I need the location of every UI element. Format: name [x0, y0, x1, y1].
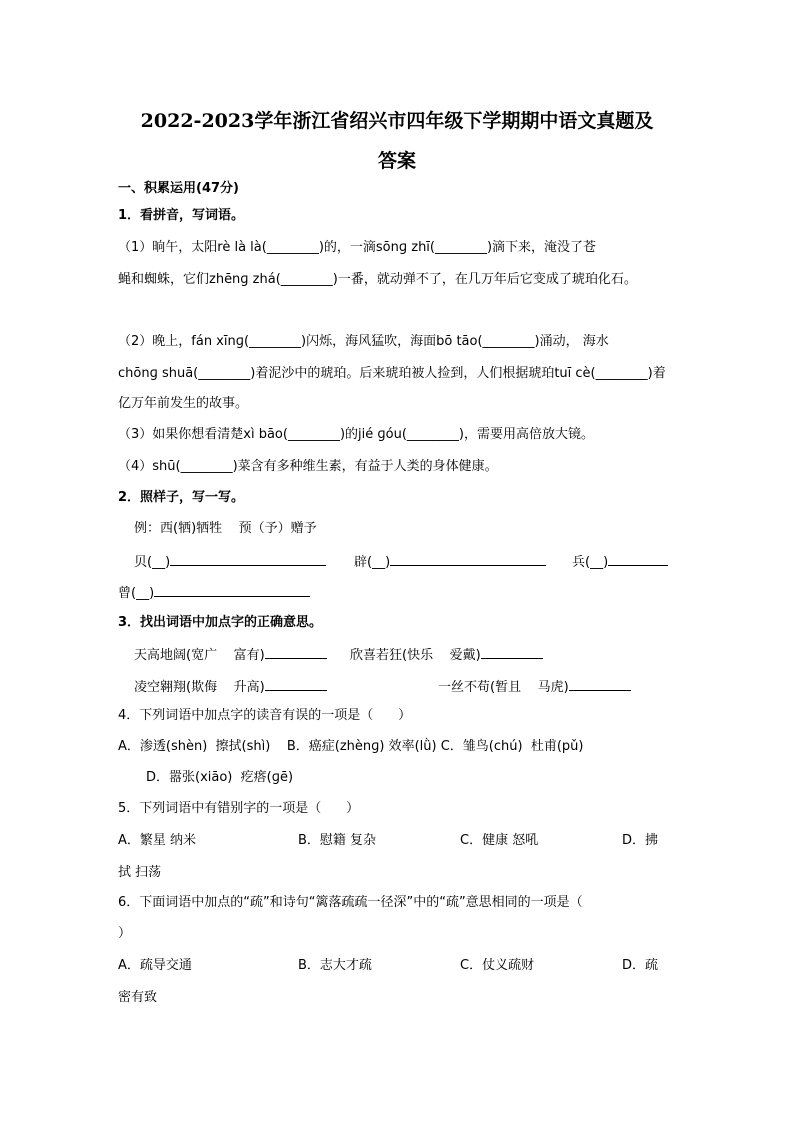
q3-item: [350, 645, 543, 665]
answer-blank[interactable]: [569, 677, 631, 691]
q3-item-label: 欣喜若狂(快乐 爱戴): [350, 648, 481, 663]
q5-option: C．健康 怒吼: [460, 833, 539, 848]
q1-line: （1）晌午，太阳rè là là(________)的，一滴sōnɡ zhī(________)滴下来，淹没了苍: [118, 240, 597, 255]
q1-line: 蝇和蜘蛛，它们zhēnɡ zhá(________)一番，就动弹不了，在几万年后它变成了琥珀化石。: [118, 272, 637, 287]
q3-item: [438, 677, 631, 697]
answer-blank[interactable]: [608, 552, 668, 566]
q2-item-label: 贝(__): [134, 555, 171, 570]
q3-item-label: 天高地阔(宽广 富有): [134, 648, 265, 663]
q2-item-label: 兵(__): [572, 555, 609, 570]
q1-line: （4）shū(________)菜含有多种维生素，有益于人类的身体健康。: [118, 459, 498, 474]
document-title: 2022-2023学年浙江省绍兴市四年级下学期期中语文真题及: [140, 110, 654, 132]
section-heading: 一、积累运用(47分): [118, 181, 239, 196]
q2-item: [572, 552, 668, 572]
q3-item: [134, 645, 327, 665]
q5-option: D．拂: [622, 833, 659, 848]
q1-heading: 1．看拼音，写词语。: [118, 208, 245, 223]
document-title-cont: 答案: [377, 150, 416, 172]
answer-blank[interactable]: [390, 552, 546, 566]
q4-options: A．渗透(shèn) 擦拭(shì) B．癌症(zhènɡ) 效率(lǜ) C．雏鸟(chú) 杜甫(pǔ): [118, 739, 584, 754]
answer-blank[interactable]: [170, 552, 326, 566]
answer-blank[interactable]: [481, 645, 543, 659]
q2-item: [134, 552, 326, 572]
q3-item-label: 凌空翱翔(欺侮 升高): [134, 680, 265, 695]
q2-item: [354, 552, 546, 572]
q3-item-label: 一丝不苟(暂且 马虎): [438, 680, 569, 695]
answer-blank[interactable]: [154, 583, 310, 597]
answer-blank[interactable]: [265, 645, 327, 659]
q6-option: B．志大才疏: [298, 958, 372, 973]
q6-option: D．疏: [622, 958, 659, 973]
q6-option: C．仗义疏财: [460, 958, 535, 973]
q3-item: [134, 677, 327, 697]
q2-item-label: 曾(__): [118, 586, 155, 601]
q4-heading: 4．下列词语中加点字的读音有误的一项是（ ）: [118, 708, 412, 723]
q6-option: A．疏导交通: [118, 958, 192, 973]
q1-line: chōnɡ shuā(________)着泥沙中的琥珀。后来琥珀被人捡到，人们根据琥珀tuī cè(________)着: [118, 366, 666, 381]
q1-line: 亿万年前发生的故事。: [118, 396, 249, 411]
q5-option-cont: 拭 扫荡: [118, 865, 162, 880]
q2-item: [118, 583, 310, 603]
q5-option: A．繁星 纳米: [118, 833, 197, 848]
q2-item-label: 辟(__): [354, 555, 391, 570]
q6-heading: 6．下面词语中加点的“疏”和诗句“篱落疏疏一径深”中的“疏”意思相同的一项是（: [118, 895, 583, 910]
q5-heading: 5．下列词语中有错别字的一项是（ ）: [118, 801, 360, 816]
q1-line: （3）如果你想看清楚xì bāo(________)的jié ɡóu(________)，需要用高倍放大镜。: [118, 427, 594, 442]
q6-option-cont: 密有致: [118, 990, 158, 1005]
q2-heading: 2．照样子，写一写。: [118, 490, 245, 505]
q5-option: B．慰籍 复杂: [298, 833, 377, 848]
q3-heading: 3．找出词语中加点字的正确意思。: [118, 615, 323, 630]
answer-blank[interactable]: [265, 677, 327, 691]
q2-example: 例：西(牺)牺牲 预（予）赠予: [134, 521, 317, 536]
q1-line: （2）晚上，fán xīnɡ(________)闪烁，海风猛吹，海面bō tāo(________)涌动， 海水: [118, 334, 609, 349]
q4-option-d: D．嚣张(xiāo) 疙瘩(ɡē): [146, 770, 294, 785]
q6-heading-cont: ）: [118, 926, 132, 941]
